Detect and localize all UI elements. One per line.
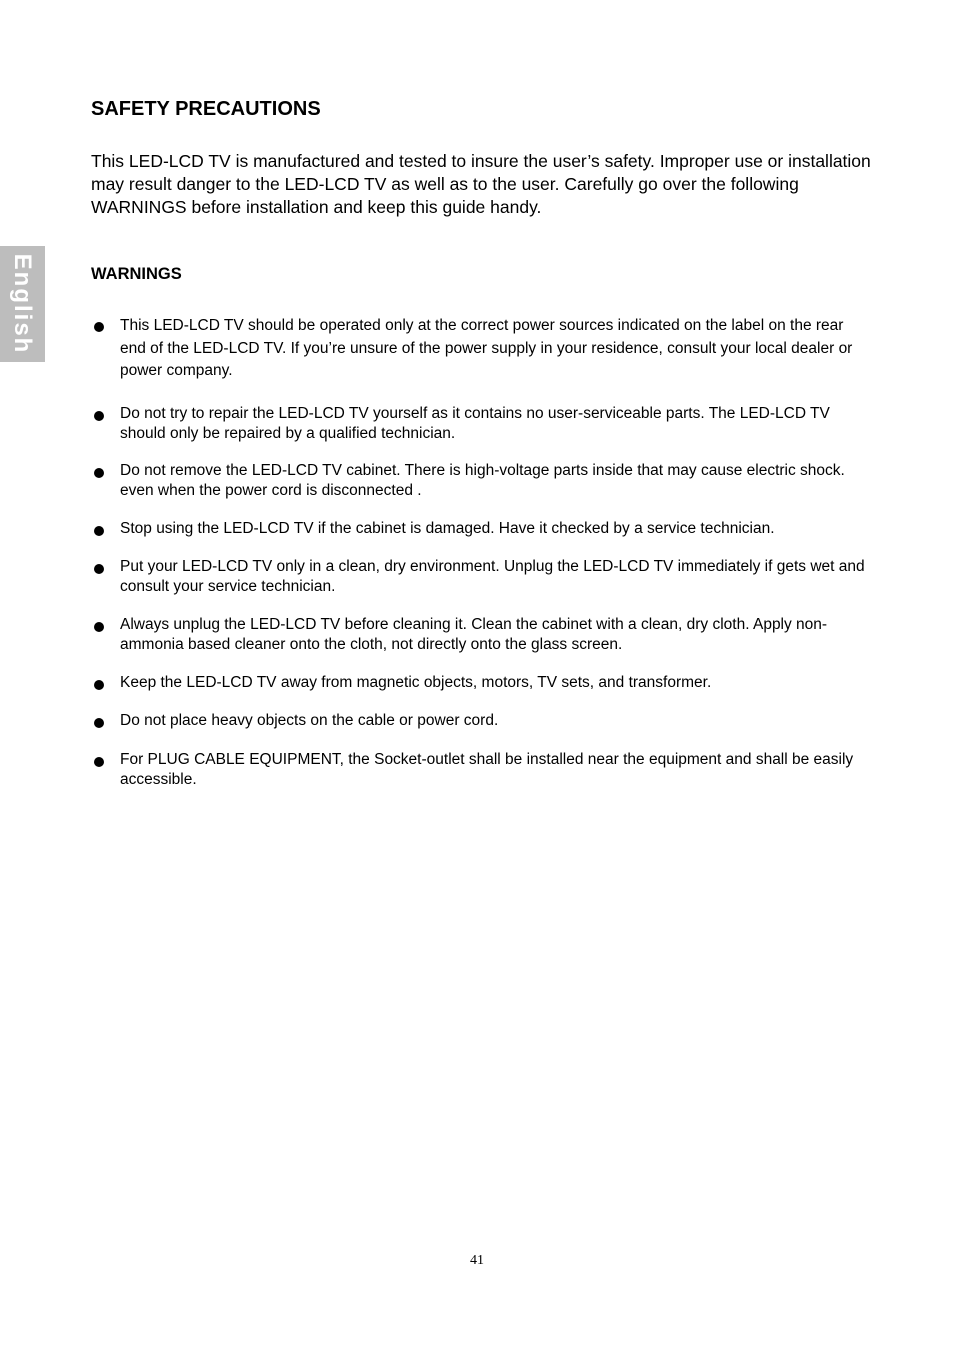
- list-item: [91, 615, 871, 655]
- language-tab-label: English: [9, 253, 36, 355]
- language-tab: [0, 246, 45, 362]
- bullet-icon: [94, 411, 104, 421]
- list-item: [91, 519, 871, 539]
- page-number: 41: [470, 1253, 484, 1268]
- warning-text: Do not place heavy objects on the cable or power cord.: [120, 712, 499, 729]
- list-item: [91, 404, 871, 444]
- list-item: [91, 557, 871, 597]
- bullet-icon: [94, 322, 104, 332]
- bullet-icon: [94, 622, 104, 632]
- bullet-icon: [94, 526, 104, 536]
- warning-text: Do not remove the LED-LCD TV cabinet. There is high-voltage parts inside that may cause electric shock. even when the power cord is disconnected .: [120, 462, 845, 499]
- list-item: [91, 673, 871, 693]
- list-item: [91, 711, 871, 731]
- bullet-icon: [94, 680, 104, 690]
- bullet-icon: [94, 757, 104, 767]
- bullet-icon: [94, 564, 104, 574]
- warning-text: For PLUG CABLE EQUIPMENT, the Socket-outlet shall be installed near the equipment and shall be easily accessible.: [120, 751, 854, 788]
- warning-text: Put your LED-LCD TV only in a clean, dry environment. Unplug the LED-LCD TV immediately if gets wet and consult your service technician.: [120, 558, 865, 595]
- warning-text: Keep the LED-LCD TV away from magnetic objects, motors, TV sets, and transformer.: [120, 674, 712, 691]
- list-item: [91, 315, 871, 383]
- bullet-icon: [94, 468, 104, 478]
- bullet-icon: [94, 718, 104, 728]
- warning-text: This LED-LCD TV should be operated only at the correct power sources indicated on the label on the rear end of the LED-LCD TV. If you’re unsure of the power supply in your residence, consult your local dealer or power company.: [120, 317, 853, 379]
- warnings-heading: WARNINGS: [91, 265, 182, 283]
- intro-paragraph: This LED-LCD TV is manufactured and tested to insure the user’s safety. Improper use or installation may result danger to the LED-LCD TV as well as to the user. Carefully go over the following WARNINGS before installation and keep this guide handy.: [91, 151, 871, 217]
- warning-text: Always unplug the LED-LCD TV before cleaning it. Clean the cabinet with a clean, dry cloth. Apply non-ammonia based cleaner onto the cloth, not directly onto the glass screen.: [120, 616, 828, 653]
- list-item: [91, 461, 871, 501]
- list-item: [91, 750, 871, 790]
- warning-text: Stop using the LED-LCD TV if the cabinet is damaged. Have it checked by a service technician.: [120, 520, 775, 537]
- warning-text: Do not try to repair the LED-LCD TV yourself as it contains no user-serviceable parts. The LED-LCD TV should only be repaired by a qualified technician.: [120, 405, 830, 442]
- page-title: SAFETY PRECAUTIONS: [91, 98, 321, 120]
